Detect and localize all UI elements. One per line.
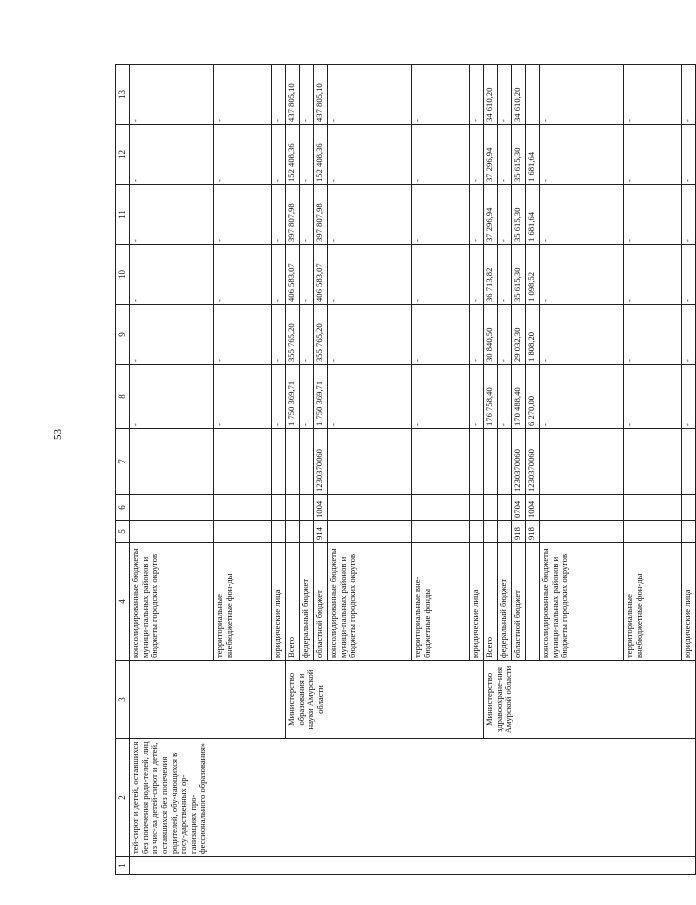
grbs-code-cell [540,521,624,543]
amount-cell-v13: - [412,65,470,125]
grbs-code-cell [412,521,470,543]
amount-cell-v9: - [540,305,624,365]
amount-cell-v11: - [130,185,214,245]
amount-cell-v10: - [682,245,696,305]
amount-cell-v11: 37 296,94 [484,185,498,245]
amount-cell-v13 [526,65,540,125]
amount-cell-v9: - [624,305,682,365]
amount-cell-v8: 1 750 369,71 [286,365,300,429]
target-article-cell [130,429,214,495]
amount-cell-v12: - [540,125,624,185]
grbs-code-cell [130,521,214,543]
section-code-cell [682,495,696,521]
section-code-cell [272,495,286,521]
amount-cell-v9: 355 765,20 [314,305,328,365]
page-number: 53 [52,429,64,440]
funding-source-cell: юридические лица [682,543,696,661]
amount-cell-v9: - [214,305,272,365]
amount-cell-v12: 37 296,94 [484,125,498,185]
funding-source-cell: юридические лица [470,543,484,661]
grbs-code-cell: 918 [512,521,526,543]
section-code-cell [300,495,314,521]
amount-cell-v13: - [272,65,286,125]
target-article-cell [470,429,484,495]
amount-cell-v12: - [272,125,286,185]
target-article-cell: 1230370060 [512,429,526,495]
amount-cell-v8: - [624,365,682,429]
amount-cell-v13: - [300,65,314,125]
amount-cell-v8: - [412,365,470,429]
amount-cell-v8: - [498,365,512,429]
amount-cell-v9: - [272,305,286,365]
amount-cell-v13: - [130,65,214,125]
measure-name-cell: тей-сирот и детей, оставшихся без попечения роди-телей, лиц из чис-ла детей-сирот и детей, оставшихся без попечения родителей, обу-чающихся в госу-дарственных ор-ганизациях про-фессионального образования» [130,739,696,857]
section-code-cell: 1004 [526,495,540,521]
amount-cell-v10: - [214,245,272,305]
funding-source-cell: федеральный бюджет [498,543,512,661]
amount-cell-v13: - [328,65,412,125]
amount-cell-v12: - [130,125,214,185]
amount-cell-v11: - [682,185,696,245]
section-code-cell [624,495,682,521]
section-code-cell [412,495,470,521]
amount-cell-v11: - [540,185,624,245]
target-article-cell [328,429,412,495]
executor-cell [130,661,286,739]
amount-cell-v13: - [682,65,696,125]
amount-cell-v9: - [498,305,512,365]
amount-cell-v11: 397 807,98 [314,185,328,245]
target-article-cell: 1230370060 [526,429,540,495]
header-cell-13: 13 [116,65,130,125]
target-article-cell [498,429,512,495]
amount-cell-v12: - [470,125,484,185]
amount-cell-v8: - [214,365,272,429]
header-row [116,65,130,875]
amount-cell-v13: - [470,65,484,125]
header-cell-11: 11 [116,185,130,245]
amount-cell-v9: - [328,305,412,365]
amount-cell-v13: - [214,65,272,125]
target-article-cell [300,429,314,495]
amount-cell-v12: 35 615,30 [512,125,526,185]
grbs-code-cell: 914 [314,521,328,543]
funding-source-cell: областной бюджет [512,543,526,661]
header-cell-3: 3 [116,661,130,739]
amount-cell-v11: - [624,185,682,245]
amount-cell-v10: - [498,245,512,305]
grbs-code-cell [498,521,512,543]
amount-cell-v10: - [300,245,314,305]
funding-source-cell [526,543,540,661]
amount-cell-v10: - [412,245,470,305]
funding-source-cell: юридические лица [272,543,286,661]
amount-cell-v8: - [682,365,696,429]
target-article-cell [624,429,682,495]
grbs-code-cell [470,521,484,543]
amount-cell-v10: - [328,245,412,305]
amount-cell-v11: - [272,185,286,245]
amount-cell-v9: - [412,305,470,365]
amount-cell-v8: - [130,365,214,429]
header-cell-10: 10 [116,245,130,305]
amount-cell-v13: - [498,65,512,125]
table-row [130,65,214,875]
amount-cell-v12: - [412,125,470,185]
target-article-cell [412,429,470,495]
amount-cell-v12: 152 408,36 [314,125,328,185]
amount-cell-v9: - [470,305,484,365]
amount-cell-v11: - [214,185,272,245]
row-number-cell [130,857,696,875]
header-cell-9: 9 [116,305,130,365]
section-code-cell [214,495,272,521]
header-cell-6: 6 [116,495,130,521]
grbs-code-cell [300,521,314,543]
amount-cell-v12: - [300,125,314,185]
section-code-cell [328,495,412,521]
target-article-cell [286,429,300,495]
grbs-code-cell [286,521,300,543]
amount-cell-v12: - [624,125,682,185]
target-article-cell: 1230370060 [314,429,328,495]
amount-cell-v12: - [214,125,272,185]
amount-cell-v8: - [540,365,624,429]
amount-cell-v13: - [540,65,624,125]
amount-cell-v10: 35 615,30 [512,245,526,305]
amount-cell-v8: - [470,365,484,429]
grbs-code-cell [272,521,286,543]
grbs-code-cell: 918 [526,521,540,543]
section-code-cell [286,495,300,521]
section-code-cell [498,495,512,521]
header-cell-8: 8 [116,365,130,429]
header-cell-2: 2 [116,739,130,857]
funding-source-cell: консолидированные бюджеты муници-пальных районов и бюджеты городских округов [130,543,214,661]
amount-cell-v10: - [470,245,484,305]
header-cell-5: 5 [116,521,130,543]
funding-source-cell: федеральный бюджет [300,543,314,661]
amount-cell-v11: - [412,185,470,245]
amount-cell-v9: - [300,305,314,365]
target-article-cell [214,429,272,495]
section-code-cell [130,495,214,521]
amount-cell-v10: - [624,245,682,305]
amount-cell-v8: - [328,365,412,429]
amount-cell-v8: 176 758,40 [484,365,498,429]
funding-source-cell: консолидированные бюджеты муници-пальных районов и бюджеты городских округов [328,543,412,661]
amount-cell-v8: - [272,365,286,429]
amount-cell-v8: 170 488,40 [512,365,526,429]
section-code-cell: 0704 [512,495,526,521]
amount-cell-v13: 34 610,20 [484,65,498,125]
amount-cell-v10: - [540,245,624,305]
section-code-cell: 1004 [314,495,328,521]
grbs-code-cell [682,521,696,543]
amount-cell-v13: - [624,65,682,125]
section-code-cell [484,495,498,521]
amount-cell-v10: 36 713,82 [484,245,498,305]
funding-source-cell: Всего [484,543,498,661]
amount-cell-v12: 152 408,36 [286,125,300,185]
grbs-code-cell [624,521,682,543]
amount-cell-v11: 1 681,64 [526,185,540,245]
grbs-code-cell [484,521,498,543]
section-code-cell [540,495,624,521]
amount-cell-v13: 34 610,20 [512,65,526,125]
amount-cell-v13: 437 805,10 [314,65,328,125]
amount-cell-v11: - [498,185,512,245]
section-code-cell [470,495,484,521]
header-cell-7: 7 [116,429,130,495]
funding-source-cell: консолидированные бюджеты муници-пальных районов и бюджеты городских округов [540,543,624,661]
amount-cell-v11: - [470,185,484,245]
target-article-cell [484,429,498,495]
funding-source-cell: областной бюджет [314,543,328,661]
amount-cell-v9: 30 840,50 [484,305,498,365]
target-article-cell [272,429,286,495]
amount-cell-v12: 1 681,64 [526,125,540,185]
amount-cell-v9: - [682,305,696,365]
amount-cell-v11: 35 615,30 [512,185,526,245]
amount-cell-v13: 437 805,10 [286,65,300,125]
header-cell-12: 12 [116,125,130,185]
amount-cell-v12: - [328,125,412,185]
amount-cell-v11: - [300,185,314,245]
grbs-code-cell [214,521,272,543]
amount-cell-v12: - [682,125,696,185]
amount-cell-v9: 355 765,20 [286,305,300,365]
amount-cell-v12: - [498,125,512,185]
amount-cell-v8: 6 270,00 [526,365,540,429]
amount-cell-v9: - [130,305,214,365]
funding-source-cell: территориальные внебюджетные фон-ды [624,543,682,661]
header-cell-1: 1 [116,857,130,875]
header-cell-4: 4 [116,543,130,661]
executor-cell: Министерство здравоохране-ния Амурской области [484,661,696,739]
budget-table [115,64,696,875]
funding-source-cell: территориальные внебюджетные фон-ды [214,543,272,661]
amount-cell-v10: - [272,245,286,305]
amount-cell-v10: 406 583,07 [286,245,300,305]
amount-cell-v9: 29 032,30 [512,305,526,365]
amount-cell-v11: 397 807,98 [286,185,300,245]
amount-cell-v8: 1 750 369,71 [314,365,328,429]
amount-cell-v10: - [130,245,214,305]
amount-cell-v8: - [300,365,314,429]
target-article-cell [682,429,696,495]
executor-cell: Министерство образования и науки Амурской области [286,661,484,739]
target-article-cell [540,429,624,495]
grbs-code-cell [328,521,412,543]
funding-source-cell: Всего [286,543,300,661]
amount-cell-v10: 1 098,52 [526,245,540,305]
table-body [116,65,696,875]
amount-cell-v10: 406 583,07 [314,245,328,305]
rotated-budget-table [115,75,692,875]
amount-cell-v11: - [328,185,412,245]
amount-cell-v9: 1 808,20 [526,305,540,365]
funding-source-cell: территориальные вне-бюджетные фонды [412,543,470,661]
